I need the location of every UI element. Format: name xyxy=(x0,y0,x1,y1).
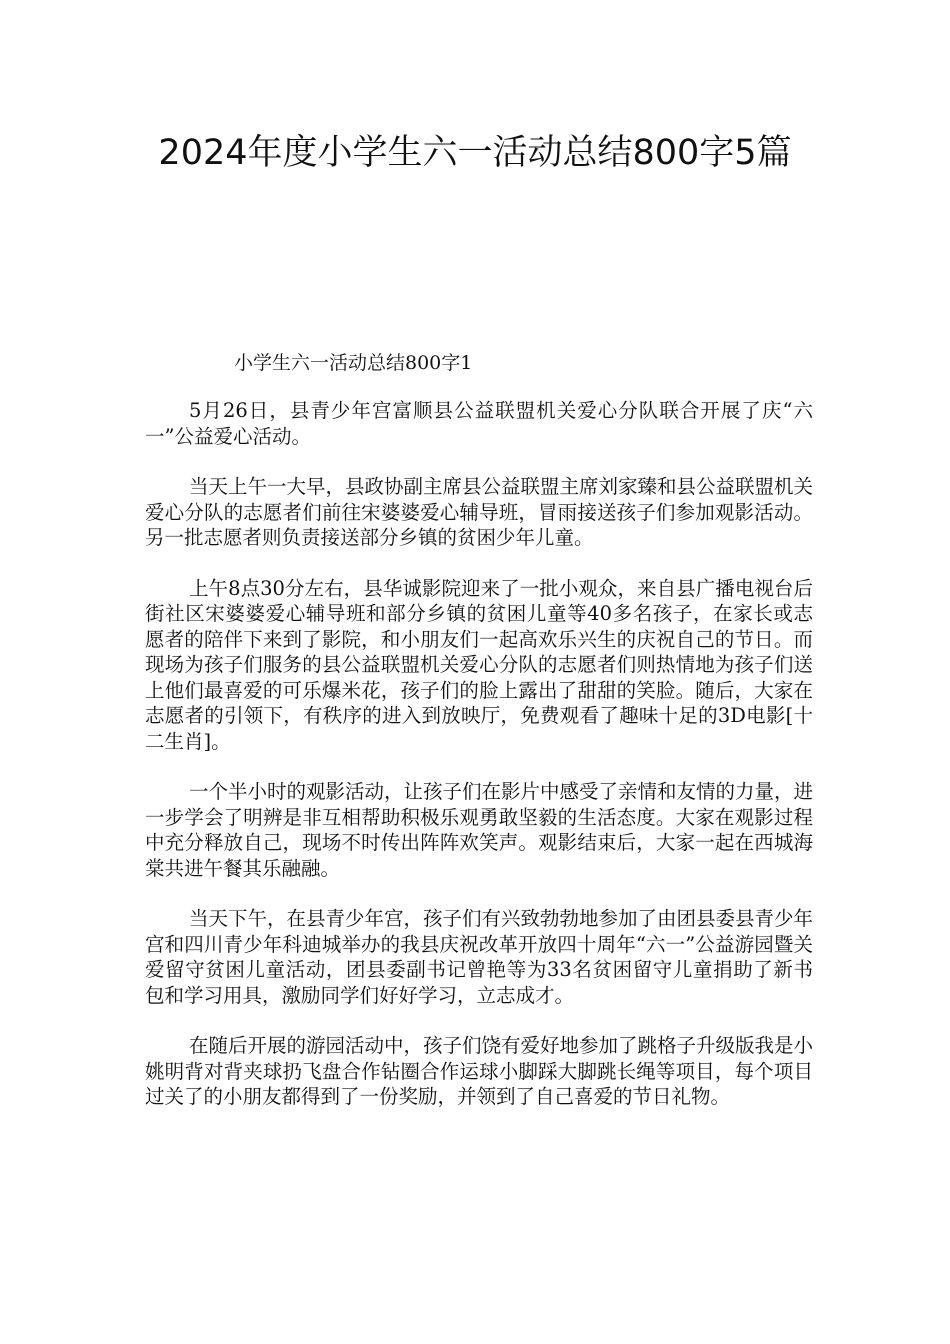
paragraph: 5月26日，县青少年宫富顺县公益联盟机关爱心分队联合开展了庆“六一”公益爱心活动。 xyxy=(145,399,813,448)
paragraph: 在随后开展的游园活动中，孩子们饶有爱好地参加了跳格子升级版我是小姚明背对背夹球扔飞盘合作钻圈合作运球小脚踩大脚跳长绳等项目，每个项目过关了的小朋友都得到了一份奖励，并领到了自己喜爱的节日礼物。 xyxy=(145,1034,814,1108)
paragraph: 当天下午，在县青少年宫，孩子们有兴致勃勃地参加了由团县委县青少年宫和四川青少年科迪城举办的我县庆祝改革开放四十周年“六一”公益游园暨关爱留守贫困儿童活动，团县委副书记曾艳等为33名贫困留守儿童捐助了新书包和学习用具，激励同学们好好学习，立志成才。 xyxy=(145,907,814,1007)
paragraph: 一个半小时的观影活动，让孩子们在影片中感受了亲情和友情的力量，进一步学会了明辨是非互相帮助积极乐观勇敢坚毅的生活态度。大家在观影过程中充分释放自己，现场不时传出阵阵欢笑声。观影结束后，大家一起在西城海棠共进午餐其乐融融。 xyxy=(145,780,814,880)
document-title: 2024年度小学生六一活动总结800字5篇 xyxy=(158,133,792,173)
section-heading: 小学生六一活动总结800字1 xyxy=(234,352,473,374)
paragraph: 上午8点30分左右，县华诚影院迎来了一批小观众，来自县广播电视台后街社区宋婆婆爱心辅导班和部分乡镇的贫困儿童等40多名孩子，在家长或志愿者的陪伴下来到了影院，和小朋友们一起高欢乐兴生的庆祝自己的节日。而现场为孩子们服务的县公益联盟机关爱心分队的志愿者们则热情地为孩子们送上他们最喜爱的可乐爆米花，孩子们的脸上露出了甜甜的笑脸。随后，大家在志愿者的引领下，有秩序的进入到放映厅，免费观看了趣味十足的3D电影[十二生肖]。 xyxy=(145,576,813,753)
paragraph: 当天上午一大早，县政协副主席县公益联盟主席刘家臻和县公益联盟机关爱心分队的志愿者们前往宋婆婆爱心辅导班，冒雨接送孩子们参加观影活动。另一批志愿者则负责接送部分乡镇的贫困少年儿童。 xyxy=(145,475,814,549)
document-body xyxy=(145,398,813,1135)
